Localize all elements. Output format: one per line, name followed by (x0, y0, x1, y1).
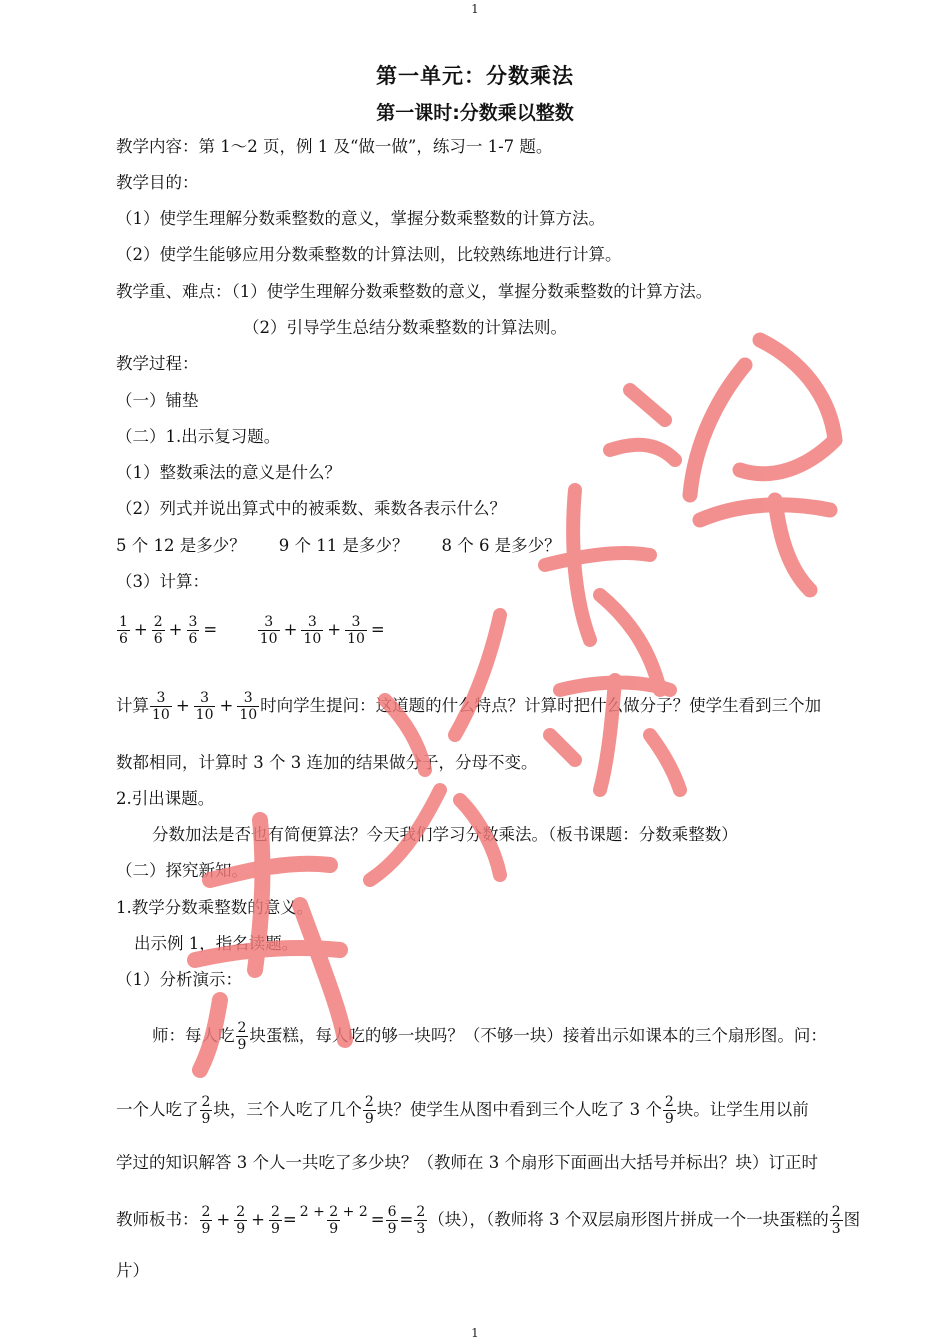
fraction: $\frac{2}{6}$ (153, 614, 163, 647)
fraction: $\frac{3}{10}$ (239, 690, 258, 723)
page-number-top: 1 (471, 2, 479, 16)
page-number-bottom: 1 (471, 1326, 479, 1340)
fraction: $\frac{2}{3}$ (831, 1204, 841, 1237)
unit-title: 第一单元：分数乘法 (376, 64, 574, 88)
teach-meaning: 1.教学分数乘整数的意义。 (116, 898, 314, 917)
fraction: $\frac{6}{9}$ (387, 1204, 397, 1237)
review-q3: （3）计算： (116, 572, 209, 591)
fraction: $\frac{3}{6}$ (188, 614, 198, 647)
fraction: $\frac{2}{3}$ (416, 1204, 426, 1237)
fraction: $\frac{2}{9}$ (201, 1094, 211, 1127)
calc-explanation: 数都相同，计算时 3 个 3 连加的结果做分子，分母不变。 (116, 753, 538, 772)
fraction: $\frac{2 + 2 + 2}{9}$ (299, 1204, 368, 1237)
review-q1: （1）整数乘法的意义是什么？ (116, 463, 341, 482)
fraction: $\frac{3}{10}$ (152, 690, 170, 723)
teaching-goals-heading: 教学目的： (116, 173, 199, 192)
review-question-heading: （二）1.出示复习题。 (116, 427, 281, 446)
fraction: $\frac{3}{10}$ (195, 690, 214, 723)
fraction: $\frac{2}{9}$ (364, 1094, 374, 1127)
fraction: $\frac{2}{9}$ (664, 1094, 674, 1127)
topic-text: 分数加法是否也有简便算法？今天我们学习分数乘法。（板书课题：分数乘整数） (152, 825, 738, 844)
board-writing-end: 片） (116, 1261, 149, 1280)
calc-expressions: $\frac{1}{6}$ + $\frac{2}{6}$ + $\frac{3}{6}$ = $\frac{3}{10}$ + $\frac{3}{10}$ + $\frac{3}{10}$ = (119, 614, 385, 647)
cake-question: 一个人吃了 $\frac{2}{9}$ 块，三个人吃了几个 $\frac{2}{9}$ 块？使学生从图中看到三个人吃了 3 个 $\frac{2}{9}$ 块。让学生用以前 (116, 1094, 809, 1127)
introduce-topic: 2.引出课题。 (116, 789, 215, 808)
fraction: $\frac{3}{10}$ (303, 614, 322, 647)
fraction: $\frac{2}{9}$ (237, 1020, 247, 1053)
fraction: $\frac{2}{9}$ (236, 1204, 246, 1237)
section-explore: （二）探究新知。 (116, 861, 248, 880)
calc-question-line: 计算 $\frac{3}{10}$ + $\frac{3}{10}$ + $\frac{3}{10}$ 时向学生提问：这道题的什么特点？计算时把什么做分子？使学生看到三个加 (116, 690, 822, 723)
key-point-2: （2）引导学生总结分数乘整数的计算法则。 (243, 318, 567, 337)
example-1: 出示例 1，指名读题。 (134, 934, 299, 953)
fraction: $\frac{2}{9}$ (201, 1204, 211, 1237)
solve-instruction: 学过的知识解答 3 个人一共吃了多少块？（教师在 3 个扇形下面画出大括号并标出？块）订正时 (116, 1153, 818, 1172)
review-q2: （2）列式并说出算式中的被乘数、乘数各表示什么？ (116, 499, 506, 518)
fraction: $\frac{3}{10}$ (259, 614, 278, 647)
teaching-content: 教学内容：第 1～2 页，例 1 及“做一做”，练习一 1-7 题。 (116, 137, 553, 156)
fraction: $\frac{3}{10}$ (347, 614, 365, 647)
teacher-question: 师：每人吃 $\frac{2}{9}$ 块蛋糕，每人吃的够一块吗？（不够一块）接着出示如课本的三个扇形图。问： (152, 1020, 827, 1053)
goal-1: （1）使学生理解分数乘整数的意义，掌握分数乘整数的计算方法。 (116, 209, 605, 228)
review-q-examples: 5 个 12 是多少？ 9 个 11 是多少？ 8 个 6 是多少？ (116, 536, 561, 555)
board-writing: 教师板书： $\frac{2}{9}$ + $\frac{2}{9}$ + $\frac{2}{9}$ = $\frac{2 + 2 + 2}{9}$ = $\frac{6}{9}$ = $\frac{2}{3}$ （块），（教师将 3 个双层扇形图片拼成一个一块蛋糕的 $\frac{2}{3}$ 图 (116, 1204, 861, 1237)
process-heading: 教学过程： (116, 354, 199, 373)
section-preparation: （一）铺垫 (116, 391, 199, 410)
key-difficult-points: 教学重、难点：（1）使学生理解分数乘整数的意义，掌握分数乘整数的计算方法。 (116, 282, 713, 301)
lesson-title: 第一课时:分数乘以整数 (376, 102, 574, 124)
goal-2: （2）使学生能够应用分数乘整数的计算法则，比较熟练地进行计算。 (116, 245, 622, 264)
fraction: $\frac{1}{6}$ (119, 614, 128, 647)
analysis-demo: （1）分析演示： (116, 970, 242, 989)
fraction: $\frac{2}{9}$ (271, 1204, 280, 1237)
